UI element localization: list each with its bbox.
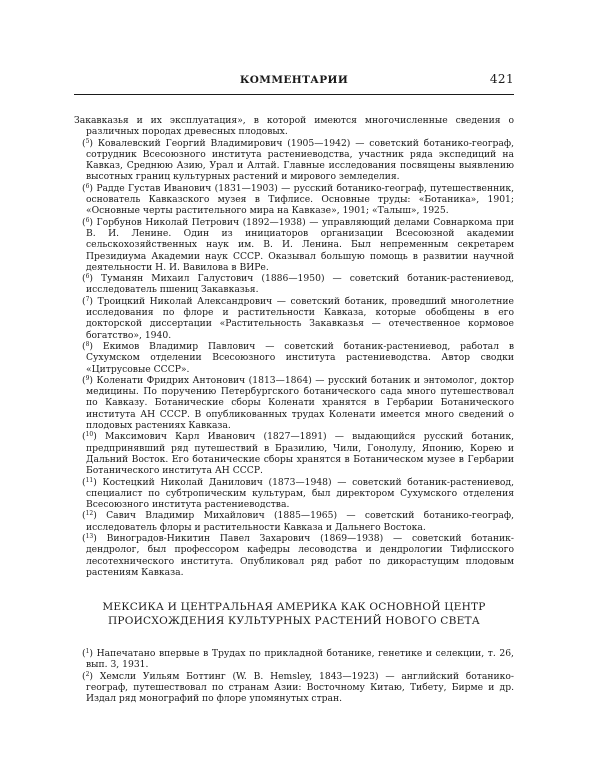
note: ($^6$) Радде Густав Иванович (1831—1903) — русский ботанико-географ, путешественник, основатель Кавказского музея в Тифлисе. Основные труды: «Ботаника», 1901; «Основные черты растительного мира на Кавказе», 1901; «Талыш», 1925. <box>82 182 514 217</box>
note-text: Ковалевский Георгий Владимирович (1905—1942) — советский ботанико-географ, сотрудник Всесоюзного института растениеводства, участник ряда экспедиций на Кавказ, Среднюю Азию, Урал и Алтай. Главные исследования посвящены выявлению высотных границ культурных растений и мирового земледелия. <box>86 137 514 183</box>
comment-notes <box>74 115 514 578</box>
section-heading-line-2: ПРОИСХОЖДЕНИЯ КУЛЬТУРНЫХ РАСТЕНИЙ НОВОГО СВЕТА <box>107 615 481 628</box>
section-notes <box>74 648 514 704</box>
note-marker: 11 <box>85 476 94 484</box>
note-text: Виноградов-Никитин Павел Захарович (1869—1938) — советский ботаник-дендролог, был профессором кафедры лесоводства и дендрологии Тифлисского лесотехнического института. Опубликовал ряд работ по дикорастущим плодовым растениям Кавказа. <box>86 532 514 578</box>
header-rule <box>74 94 514 95</box>
note-marker: 10 <box>85 431 94 439</box>
note-text: Екимов Владимир Павлович — советский ботаник-растениевод, работал в Сухумском отделении Всесоюзного института растениеводства. Автор сводки «Цитрусовые СССР». <box>86 340 514 375</box>
note-marker: 7 <box>85 295 90 303</box>
note: ($^{11}$) Костецкий Николай Данилович (1873—1948) — советский ботаник-растениевод, специалист по субтропическим культурам, был директором Сухумского отделения Всесоюзного института растениеводства. <box>82 476 514 511</box>
running-head-title: КОММЕНТАРИИ <box>239 74 349 86</box>
note-text: Горбунов Николай Петрович (1892—1938) — управляющий делами Совнаркома при В. И. Ленине. Один из инициаторов организации Всесоюзной академии сельскохозяйственных наук им. В. И. Ленина. Был непременным секретарем Президиума Академии наук СССР. Оказывал большую помощь в развитии научной деятельности Н. И. Вавилова в ВИРе. <box>86 216 514 273</box>
note: ($^9$) Коленати Фридрих Антонович (1813—1864) — русский ботаник и энтомолог, доктор медицины. По поручению Петербургского ботанического сада много путешествовал по Кавказу. Ботанические сборы Коленати хранятся в Гербарии Ботанического института АН СССР. В опубликованных трудах Коленати имеется много сведений о плодовых растениях Кавказа. <box>82 374 514 432</box>
note-text: Хемсли Уильям Боттинг (W. B. Hemsley, 1843—1923) — английский ботанико-географ, путешествовал по странам Азии: Восточному Китаю, Тибету, Бирме и др. Издал ряд монографий по флоре упомянутых стран. <box>86 670 514 705</box>
note-marker: 5 <box>85 137 90 145</box>
note-marker: 9 <box>85 374 90 382</box>
note-text: Троицкий Николай Александрович — советский ботаник, проведший многолетние исследования по флоре и растительности Кавказа, которые обобщены в его докторской диссертации «Растительность Закавказья — отечественное кормовое богатство», 1940. <box>86 295 514 341</box>
note-marker: 8 <box>85 340 90 348</box>
note-marker: 1 <box>85 648 90 656</box>
note-text: Радде Густав Иванович (1831—1903) — русский ботанико-географ, путешественник, основатель Кавказского музея в Тифлисе. Основные труды: «Ботаника», 1901; «Основные черты растительного мира на Кавказе», 1901; «Талыш», 1925. <box>86 182 514 217</box>
note-text: Напечатано впервые в Трудах по прикладной ботанике, генетике и селекции, т. 26, вып. 3, 1931. <box>86 648 514 671</box>
section-heading-line-1: МЕКСИКА И ЦЕНТРАЛЬНАЯ АМЕРИКА КАК ОСНОВНОЙ ЦЕНТР <box>102 601 486 614</box>
note: ($^2$) Хемсли Уильям Боттинг (W. B. Hemsley, 1843—1923) — английский ботанико-географ, путешествовал по странам Азии: Восточному Китаю, Тибету, Бирме и др. Издал ряд монографий по флоре упомянутых стран. <box>82 670 514 705</box>
page <box>74 72 514 705</box>
note-text: Туманян Михаил Галустович (1886—1950) — советский ботаник-растениевод, исследователь пшениц Закавказья. <box>86 273 514 296</box>
note-continuation <box>74 115 514 138</box>
note-marker: 6 <box>85 182 90 190</box>
note: ($^{12}$) Савич Владимир Михайлович (1885—1965) — советский ботанико-географ, исследователь флоры и растительности Кавказа и Дальнего Востока. <box>82 510 514 533</box>
page-number: 421 <box>489 72 514 86</box>
note-marker: 13 <box>85 532 94 540</box>
note-text: Савич Владимир Михайлович (1885—1965) — советский ботанико-географ, исследователь флоры и растительности Кавказа и Дальнего Востока. <box>86 510 514 533</box>
note: ($^{10}$) Максимович Карл Иванович (1827—1891) — выдающийся русский ботаник, предпринявший ряд путешествий в Бразилию, Чили, Гонолулу, Японию, Корею и Дальний Восток. Его ботанические сборы хранятся в Ботаническом музее в Гербарии Ботанического института АН СССР. <box>82 431 514 477</box>
note-marker: 6 <box>85 216 90 224</box>
note: ($^6$) Туманян Михаил Галустович (1886—1950) — советский ботаник-растениевод, исследователь пшениц Закавказья. <box>82 273 514 296</box>
note-marker: 2 <box>85 670 90 678</box>
note-text: Коленати Фридрих Антонович (1813—1864) — русский ботаник и энтомолог, доктор медицины. По поручению Петербургского ботанического сада много путешествовал по Кавказу. Ботанические сборы Коленати хранятся в Гербарии Ботанического института АН СССР. В опубликованных трудах Коленати имеется много сведений о плодовых растениях Кавказа. <box>86 374 514 432</box>
section-heading <box>74 600 514 628</box>
note: ($^{13}$) Виноградов-Никитин Павел Захарович (1869—1938) — советский ботаник-дендролог, был профессором кафедры лесоводства и дендрологии Тифлисского лесотехнического института. Опубликовал ряд работ по дикорастущим плодовым растениям Кавказа. <box>82 532 514 578</box>
note-text: Костецкий Николай Данилович (1873—1948) — советский ботаник-растениевод, специалист по субтропическим культурам, был директором Сухумского отделения Всесоюзного института растениеводства. <box>86 476 514 511</box>
note: ($^1$) Напечатано впервые в Трудах по прикладной ботанике, генетике и селекции, т. 26, вып. 3, 1931. <box>82 648 514 671</box>
note-marker: 6 <box>85 273 90 281</box>
note-text: Максимович Карл Иванович (1827—1891) — выдающийся русский ботаник, предпринявший ряд путешествий в Бразилию, Чили, Гонолулу, Японию, Корею и Дальний Восток. Его ботанические сборы хранятся в Ботаническом музее в Гербарии Ботанического института АН СССР. <box>86 431 514 477</box>
note: ($^7$) Троицкий Николай Александрович — советский ботаник, проведший многолетние исследования по флоре и растительности Кавказа, которые обобщены в его докторской диссертации «Растительность Закавказья — отечественное кормовое богатство», 1940. <box>82 295 514 341</box>
note-marker: 12 <box>85 510 94 518</box>
note: ($^6$) Горбунов Николай Петрович (1892—1938) — управляющий делами Совнаркома при В. И. Ленине. Один из инициаторов организации Всесоюзной академии сельскохозяйственных наук им. В. И. Ленина. Был непременным секретарем Президиума Академии наук СССР. Оказывал большую помощь в развитии научной деятельности Н. И. Вавилова в ВИРе. <box>82 216 514 273</box>
note-text: Закавказья и их эксплуатация», в которой имеются многочисленные сведения о различных породах древесных плодовых. <box>74 115 514 138</box>
note: ($^5$) Ковалевский Георгий Владимирович (1905—1942) — советский ботанико-географ, сотрудник Всесоюзного института растениеводства, участник ряда экспедиций на Кавказ, Среднюю Азию, Урал и Алтай. Главные исследования посвящены выявлению высотных границ культурных растений и мирового земледелия. <box>82 137 514 183</box>
note: ($^8$) Екимов Владимир Павлович — советский ботаник-растениевод, работал в Сухумском отделении Всесоюзного института растениеводства. Автор сводки «Цитрусовые СССР». <box>82 340 514 375</box>
running-head <box>74 72 514 90</box>
